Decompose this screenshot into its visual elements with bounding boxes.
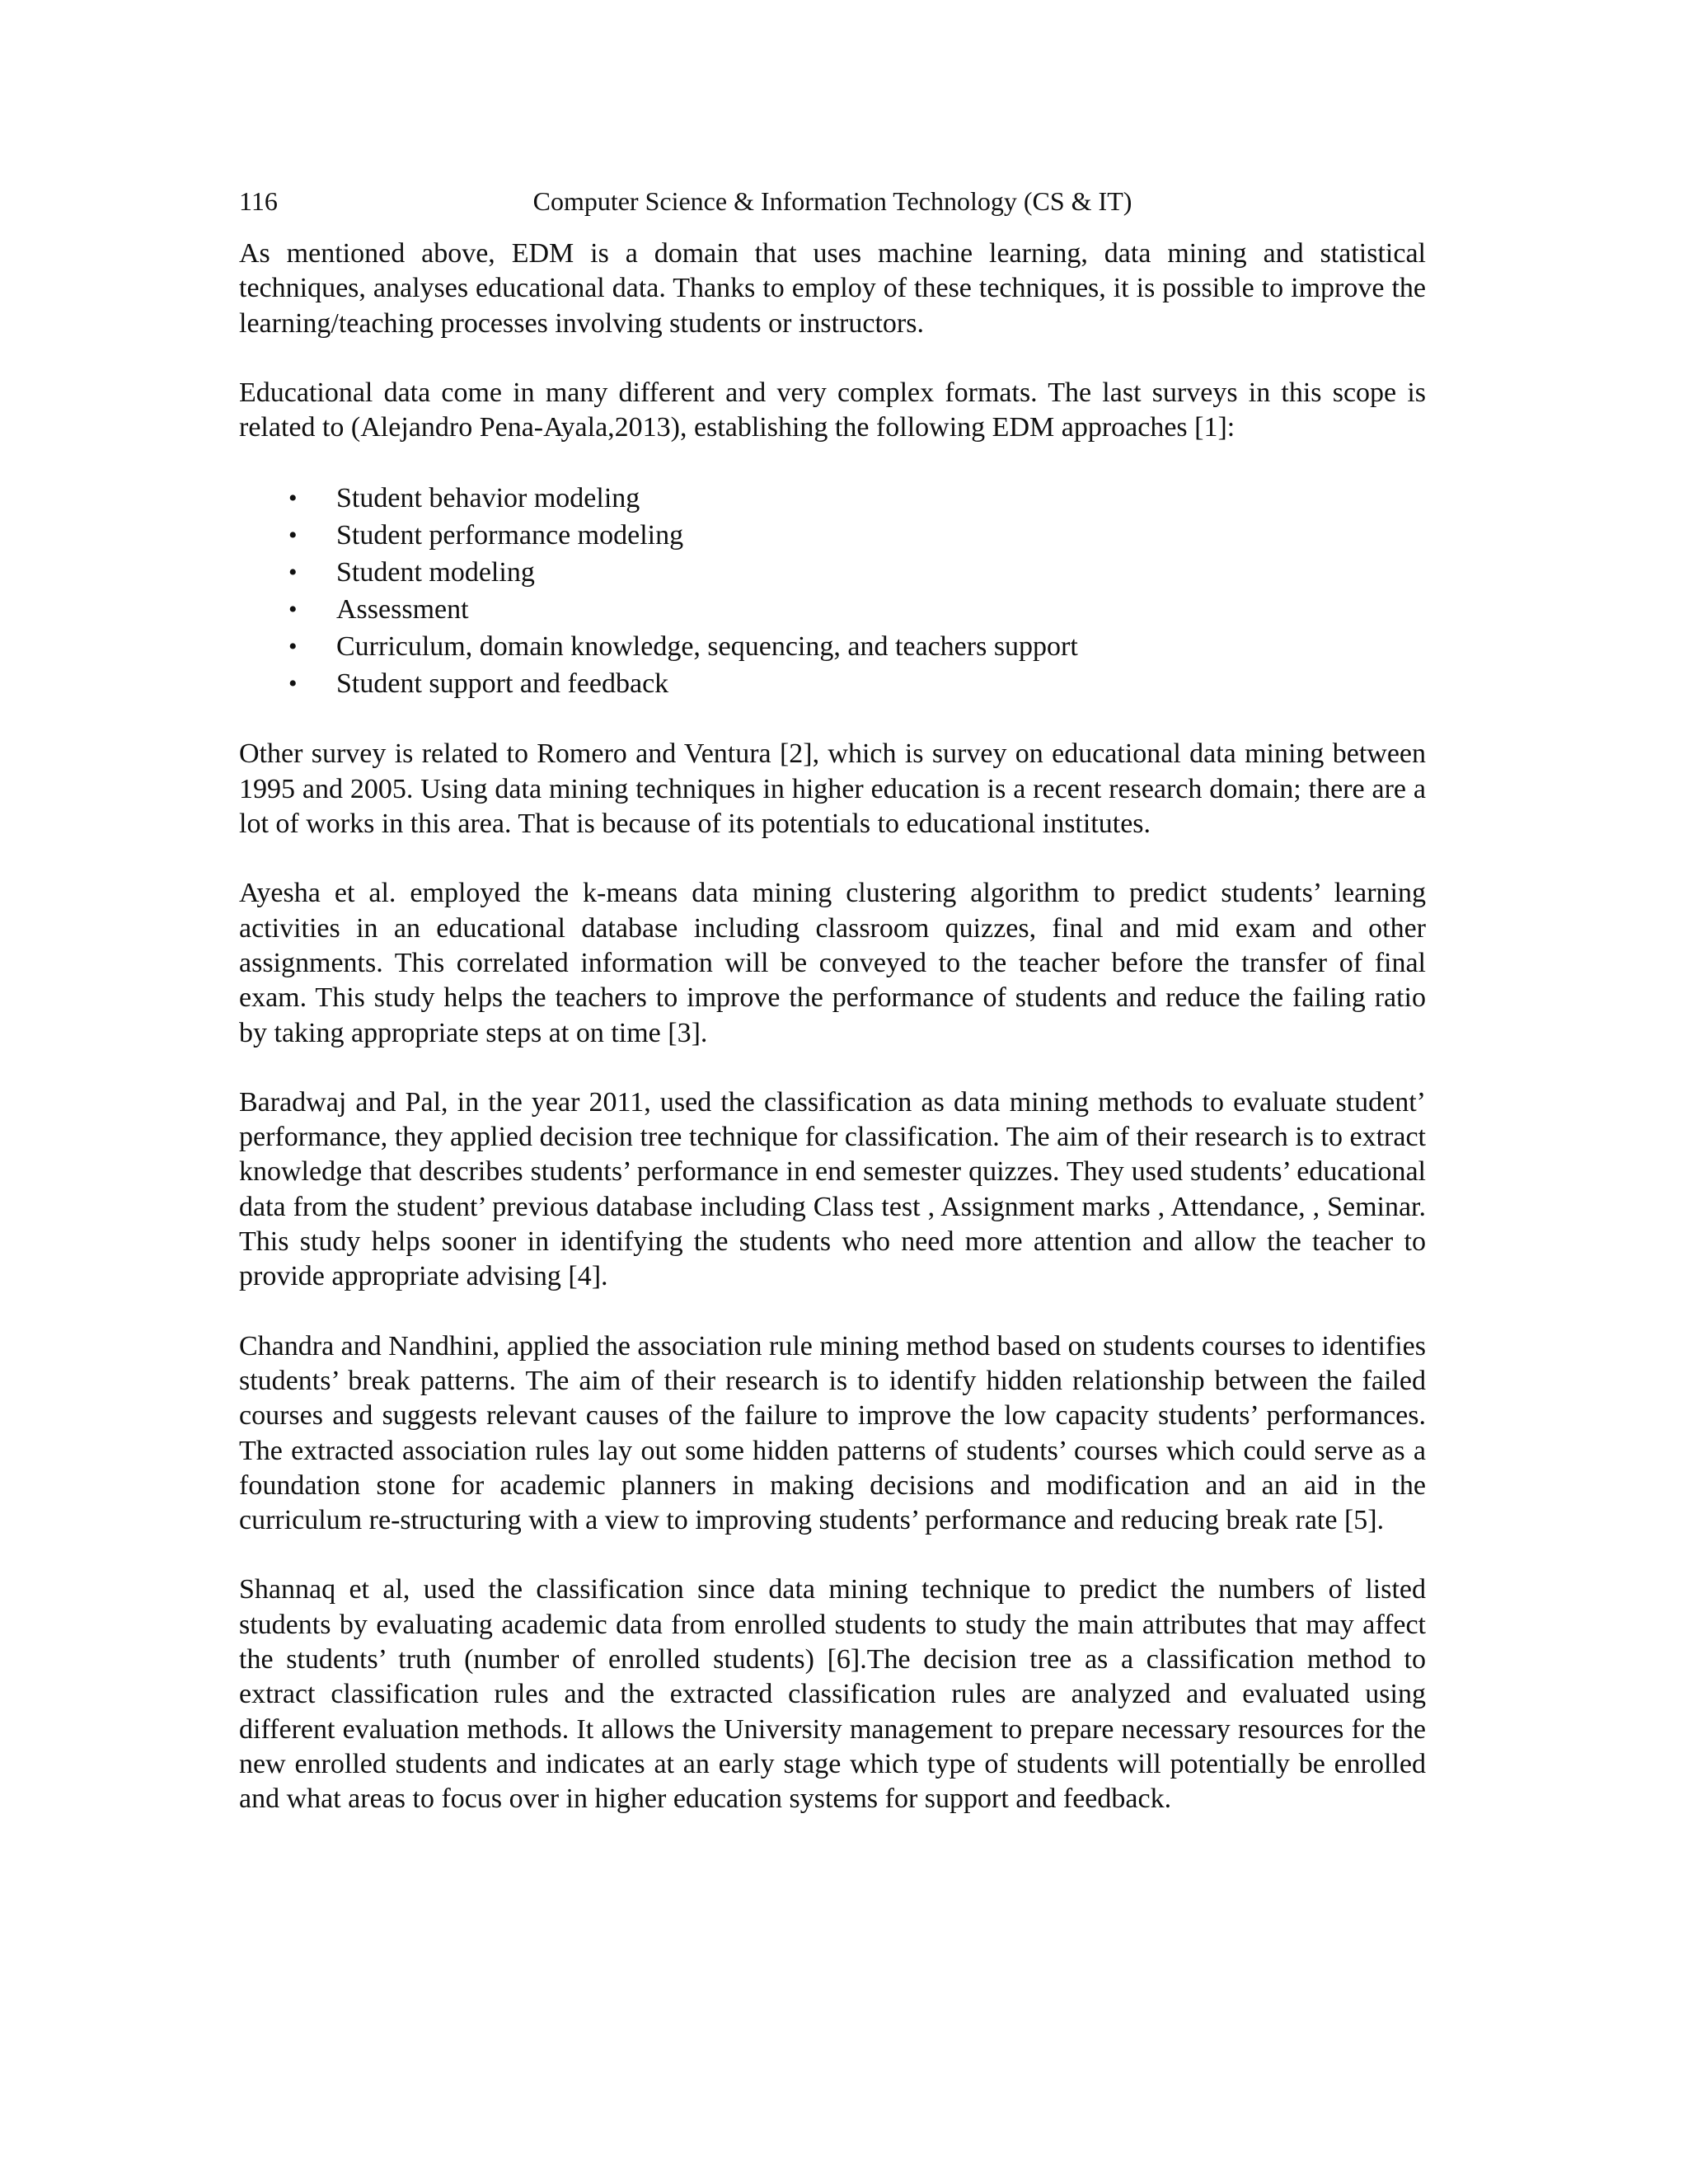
list-item-text: Student performance modeling <box>336 520 684 551</box>
bullet-icon: • <box>288 633 298 661</box>
list-item <box>239 517 1426 554</box>
page-number: 116 <box>239 186 278 216</box>
bullet-icon: • <box>288 522 298 550</box>
bullet-icon: • <box>288 596 298 624</box>
list-item-text: Student support and feedback <box>336 668 669 700</box>
bullet-icon: • <box>288 485 298 513</box>
bullet-icon: • <box>288 670 298 698</box>
page-header <box>239 183 1426 219</box>
list-item-text: Student modeling <box>336 557 535 588</box>
list-item <box>239 591 1426 628</box>
list-item-text: Student behavior modeling <box>336 483 640 514</box>
list-item-text: Curriculum, domain knowledge, sequencing, and teachers support <box>336 631 1078 663</box>
paragraph-chandra-nandhini: Chandra and Nandhini, applied the association rule mining method based on students courses to identifies students’ break patterns. The aim of their research is to identify hidden relationship between the failed courses and suggests relevant causes of the failure to improve the low capacity students’ performances. The extracted association rules lay out some hidden patterns of students’ courses which could serve as a foundation stone for academic planners in making decisions and modification and an aid in the curriculum re-structuring with a view to improving students’ performance and reducing break rate [5]. <box>239 1330 1426 1536</box>
paragraph-baradwaj-pal: Baradwaj and Pal, in the year 2011, used the classification as data mining methods to evaluate student’ performance, they applied decision tree technique for classification. The aim of their research is to extract knowledge that describes students’ performance in end semester quizzes. They used students’ educational data from the student’ previous database including Class test , Assignment marks , Attendance, , Seminar. This study helps sooner in identifying the students who need more attention and allow the teacher to provide appropriate advising [4]. <box>239 1086 1426 1292</box>
paragraph-ayesha: Ayesha et al. employed the k-means data mining clustering algorithm to predict students’ learning activities in an educational database including classroom quizzes, final and mid exam and other assignments. This correlated information will be conveyed to the teacher before the transfer of final exam. This study helps the teachers to improve the performance of students and reduce the failing ratio by taking appropriate steps at on time [3]. <box>239 878 1426 1048</box>
list-item <box>239 665 1426 702</box>
paragraph-edm-intro: As mentioned above, EDM is a domain that uses machine learning, data mining and statistical techniques, analyses educational data. Thanks to employ of these techniques, it is possible to improve the learning/teaching processes involving students or instructors. <box>239 238 1426 339</box>
paragraph-edm-approaches: Educational data come in many different and very complex formats. The last surveys in this scope is related to (Alejandro Pena-Ayala,2013), establishing the following EDM approaches [1]: <box>239 377 1426 443</box>
bullet-icon: • <box>288 559 298 587</box>
edm-approaches-list <box>239 480 1426 702</box>
list-item <box>239 554 1426 591</box>
body-text <box>239 237 1426 1852</box>
list-item-text: Assessment <box>336 594 469 626</box>
list-item <box>239 480 1426 517</box>
running-title: Computer Science & Information Technology (CS & IT) <box>532 186 1132 216</box>
paragraph-shannaq: Shannaq et al, used the classification since data mining technique to predict the numbers of listed students by evaluating academic data from enrolled students to study the main attributes that may affect the students’ truth (number of enrolled students) [6].The decision tree as a classification method to extract classification rules and the extracted classification rules are analyzed and evaluated using different evaluation methods. It allows the University management to prepare necessary resources for the new enrolled students and indicates at an early stage which type of students will potentially be enrolled and what areas to focus over in higher education systems for support and feedback. <box>239 1574 1426 1815</box>
paragraph-romero-ventura: Other survey is related to Romero and Ventura [2], which is survey on educational data mining between 1995 and 2005. Using data mining techniques in higher education is a recent research domain; there are a lot of works in this area. That is because of its potentials to educational institutes. <box>239 738 1426 840</box>
list-item <box>239 628 1426 665</box>
